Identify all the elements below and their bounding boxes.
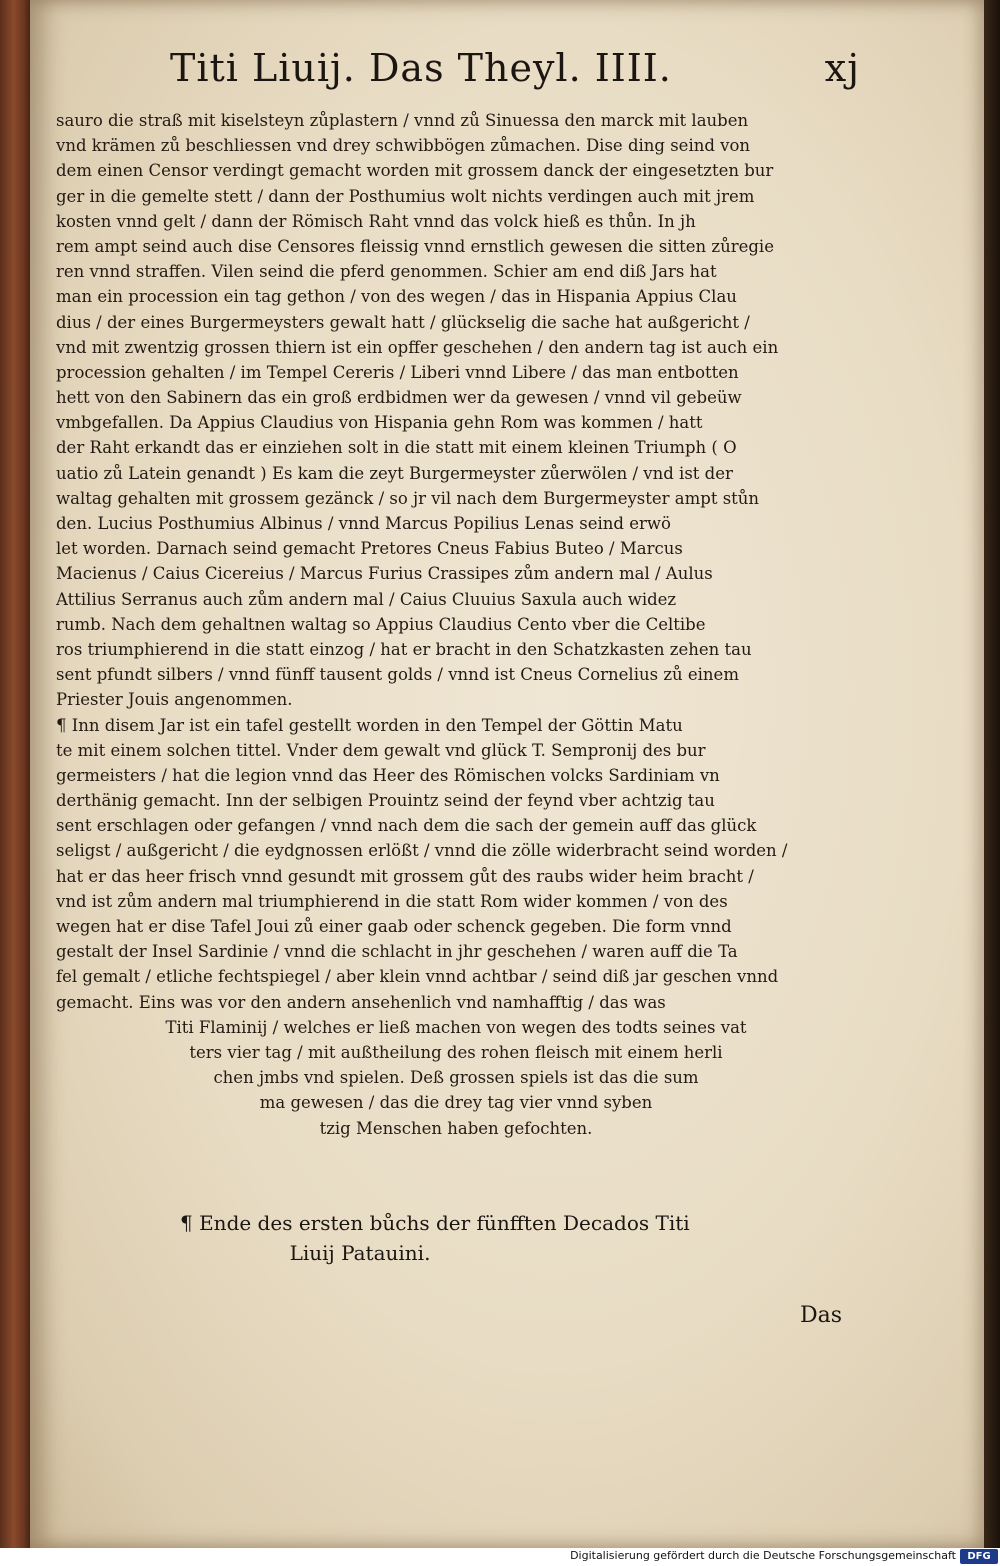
- body-text-line: dem einen Censor verdingt gemacht worden mit grossem danck der eingesetzten bur: [56, 161, 774, 181]
- body-text-line: der Raht erkandt das er einziehen solt in die statt mit einem kleinen Triumph ( O: [56, 438, 737, 458]
- book-end-rubric: [180, 1208, 870, 1268]
- body-text-line: man ein procession ein tag gethon / von des wegen / das in Hispania Appius Clau: [56, 287, 737, 307]
- body-text-line: hat er das heer frisch vnnd gesundt mit grossem gůt des raubs wider heim bracht /: [56, 866, 754, 886]
- running-head: [170, 46, 860, 102]
- body-text-line: rem ampt seind auch dise Censores fleissig vnnd ernstlich gewesen die sitten zůregie: [56, 236, 774, 256]
- body-text-line: fel gemalt / etliche fechtspiegel / aber klein vnnd achtbar / seind diß jar geschen vnnd: [56, 967, 779, 987]
- body-text-line: seligst / außgericht / die eydgnossen erlößt / vnnd die zölle widerbracht seind worden /: [56, 841, 788, 861]
- body-text: [56, 108, 856, 1141]
- main-paragraphs: [56, 108, 856, 1015]
- body-text-line: Priester Jouis angenommen.: [56, 690, 293, 710]
- body-text-line: sauro die straß mit kiselsteyn zůplastern / vnnd zů Sinuessa den marck mit lauben: [56, 111, 749, 130]
- dfg-logo: DFG: [960, 1549, 998, 1564]
- body-text-line: ger in die gemelte stett / dann der Posthumius wolt nichts verdingen auch mit jrem: [56, 186, 755, 206]
- tail-text-line: ma gewesen / das die drey tag vier vnnd syben: [259, 1093, 653, 1113]
- body-text-line: derthänig gemacht. Inn der selbigen Prouintz seind der feynd vber achtzig tau: [56, 791, 715, 811]
- body-text-line: wegen hat er dise Tafel Joui zů einer gaab oder schenck gegeben. Die form vnnd: [56, 917, 732, 936]
- body-text-line: procession gehalten / im Tempel Cereris / Liberi vnnd Libere / das man entbotten: [56, 362, 739, 382]
- scan-backdrop: [982, 0, 1000, 1566]
- footer-bar: [0, 1548, 1000, 1566]
- tail-text-line: tzig Menschen haben gefochten.: [319, 1118, 593, 1138]
- body-text-line: vmbgefallen. Da Appius Claudius von Hispania gehn Rom was kommen / hatt: [56, 413, 703, 433]
- body-text-line: gestalt der Insel Sardinie / vnnd die schlacht in jhr geschehen / waren auff die Ta: [56, 942, 738, 962]
- book-spine: [0, 0, 34, 1566]
- body-text-line: ¶ Inn disem Jar ist ein tafel gestellt worden in den Tempel der Göttin Matu: [56, 715, 683, 735]
- body-text-line: rumb. Nach dem gehaltnen waltag so Appius Claudius Cento vber die Celtibe: [56, 614, 706, 634]
- book-page: [30, 0, 984, 1548]
- tail-text-line: ters vier tag / mit außtheilung des rohen fleisch mit einem herli: [189, 1042, 723, 1062]
- body-text-line: waltag gehalten mit grossem gezänck / so jr vil nach dem Burgermeyster ampt stůn: [56, 488, 760, 508]
- body-text-line: te mit einem solchen tittel. Vnder dem gewalt vnd glück T. Sempronij des bur: [56, 740, 706, 760]
- body-text-line: vnd krämen zů beschliessen vnd drey schwibbögen zůmachen. Dise ding seind von: [56, 136, 751, 156]
- body-text-line: let worden. Darnach seind gemacht Pretores Cneus Fabius Buteo / Marcus: [56, 539, 683, 559]
- body-text-line: ren vnnd straffen. Vilen seind die pferd genommen. Schier am end diß Jars hat: [56, 262, 717, 282]
- body-text-line: Macienus / Caius Cicereius / Marcus Furius Crassipes zům andern mal / Aulus: [56, 564, 713, 584]
- tail-text-line: chen jmbs vnd spielen. Deß grossen spiels ist das die sum: [213, 1068, 699, 1088]
- body-text-line: ros triumphierend in die statt einzog / hat er bracht in den Schatzkasten zehen tau: [56, 639, 752, 659]
- body-text-line: sent erschlagen oder gefangen / vnnd nach dem die sach der gemein auff das glück: [56, 816, 757, 836]
- body-text-line: uatio zů Latein genandt ) Es kam die zeyt Burgermeyster zůerwölen / vnd ist der: [56, 463, 733, 483]
- catchword: Das: [799, 1303, 842, 1328]
- body-text-line: vnd mit zwentzig grossen thiern ist ein opffer geschehen / den andern tag ist auch ein: [56, 337, 779, 357]
- tapered-paragraph-end: [56, 1015, 856, 1141]
- rubric-line-2: Liuij Patauini.: [289, 1241, 431, 1265]
- rubric-line-1: ¶ Ende des ersten bůchs der fünfften Decados Titi: [180, 1211, 690, 1235]
- body-text-line: hett von den Sabinern das ein groß erdbidmen wer da gewesen / vnnd vil gebeüw: [56, 388, 742, 408]
- body-text-line: germeisters / hat die legion vnnd das Heer des Römischen volcks Sardiniam vn: [56, 765, 720, 785]
- body-text-line: kosten vnnd gelt / dann der Römisch Raht vnnd das volck hieß es thůn. In jh: [56, 211, 696, 231]
- body-text-line: vnd ist zům andern mal triumphierend in die statt Rom wider kommen / von des: [56, 891, 728, 911]
- body-text-line: sent pfundt silbers / vnnd fünff tausent golds / vnnd ist Cneus Cornelius zů einem: [56, 665, 739, 685]
- body-text-line: gemacht. Eins was vor den andern ansehenlich vnd namhafftig / das was: [56, 992, 666, 1012]
- tail-text-line: Titi Flaminij / welches er ließ machen von wegen des todts seines vat: [165, 1017, 747, 1037]
- body-text-line: dius / der eines Burgermeysters gewalt hatt / glückselig die sache hat außgericht /: [56, 312, 750, 332]
- body-text-line: den. Lucius Posthumius Albinus / vnnd Marcus Popilius Lenas seind erwö: [56, 514, 671, 533]
- folio-number: xj: [824, 46, 860, 90]
- funding-credit: Digitalisierung gefördert durch die Deutsche Forschungsgemeinschaft: [570, 1549, 956, 1562]
- body-text-line: Attilius Serranus auch zům andern mal / Caius Cluuius Saxula auch widez: [56, 589, 677, 609]
- running-head-title: Titi Liuij. Das Theyl. IIII.: [170, 46, 672, 90]
